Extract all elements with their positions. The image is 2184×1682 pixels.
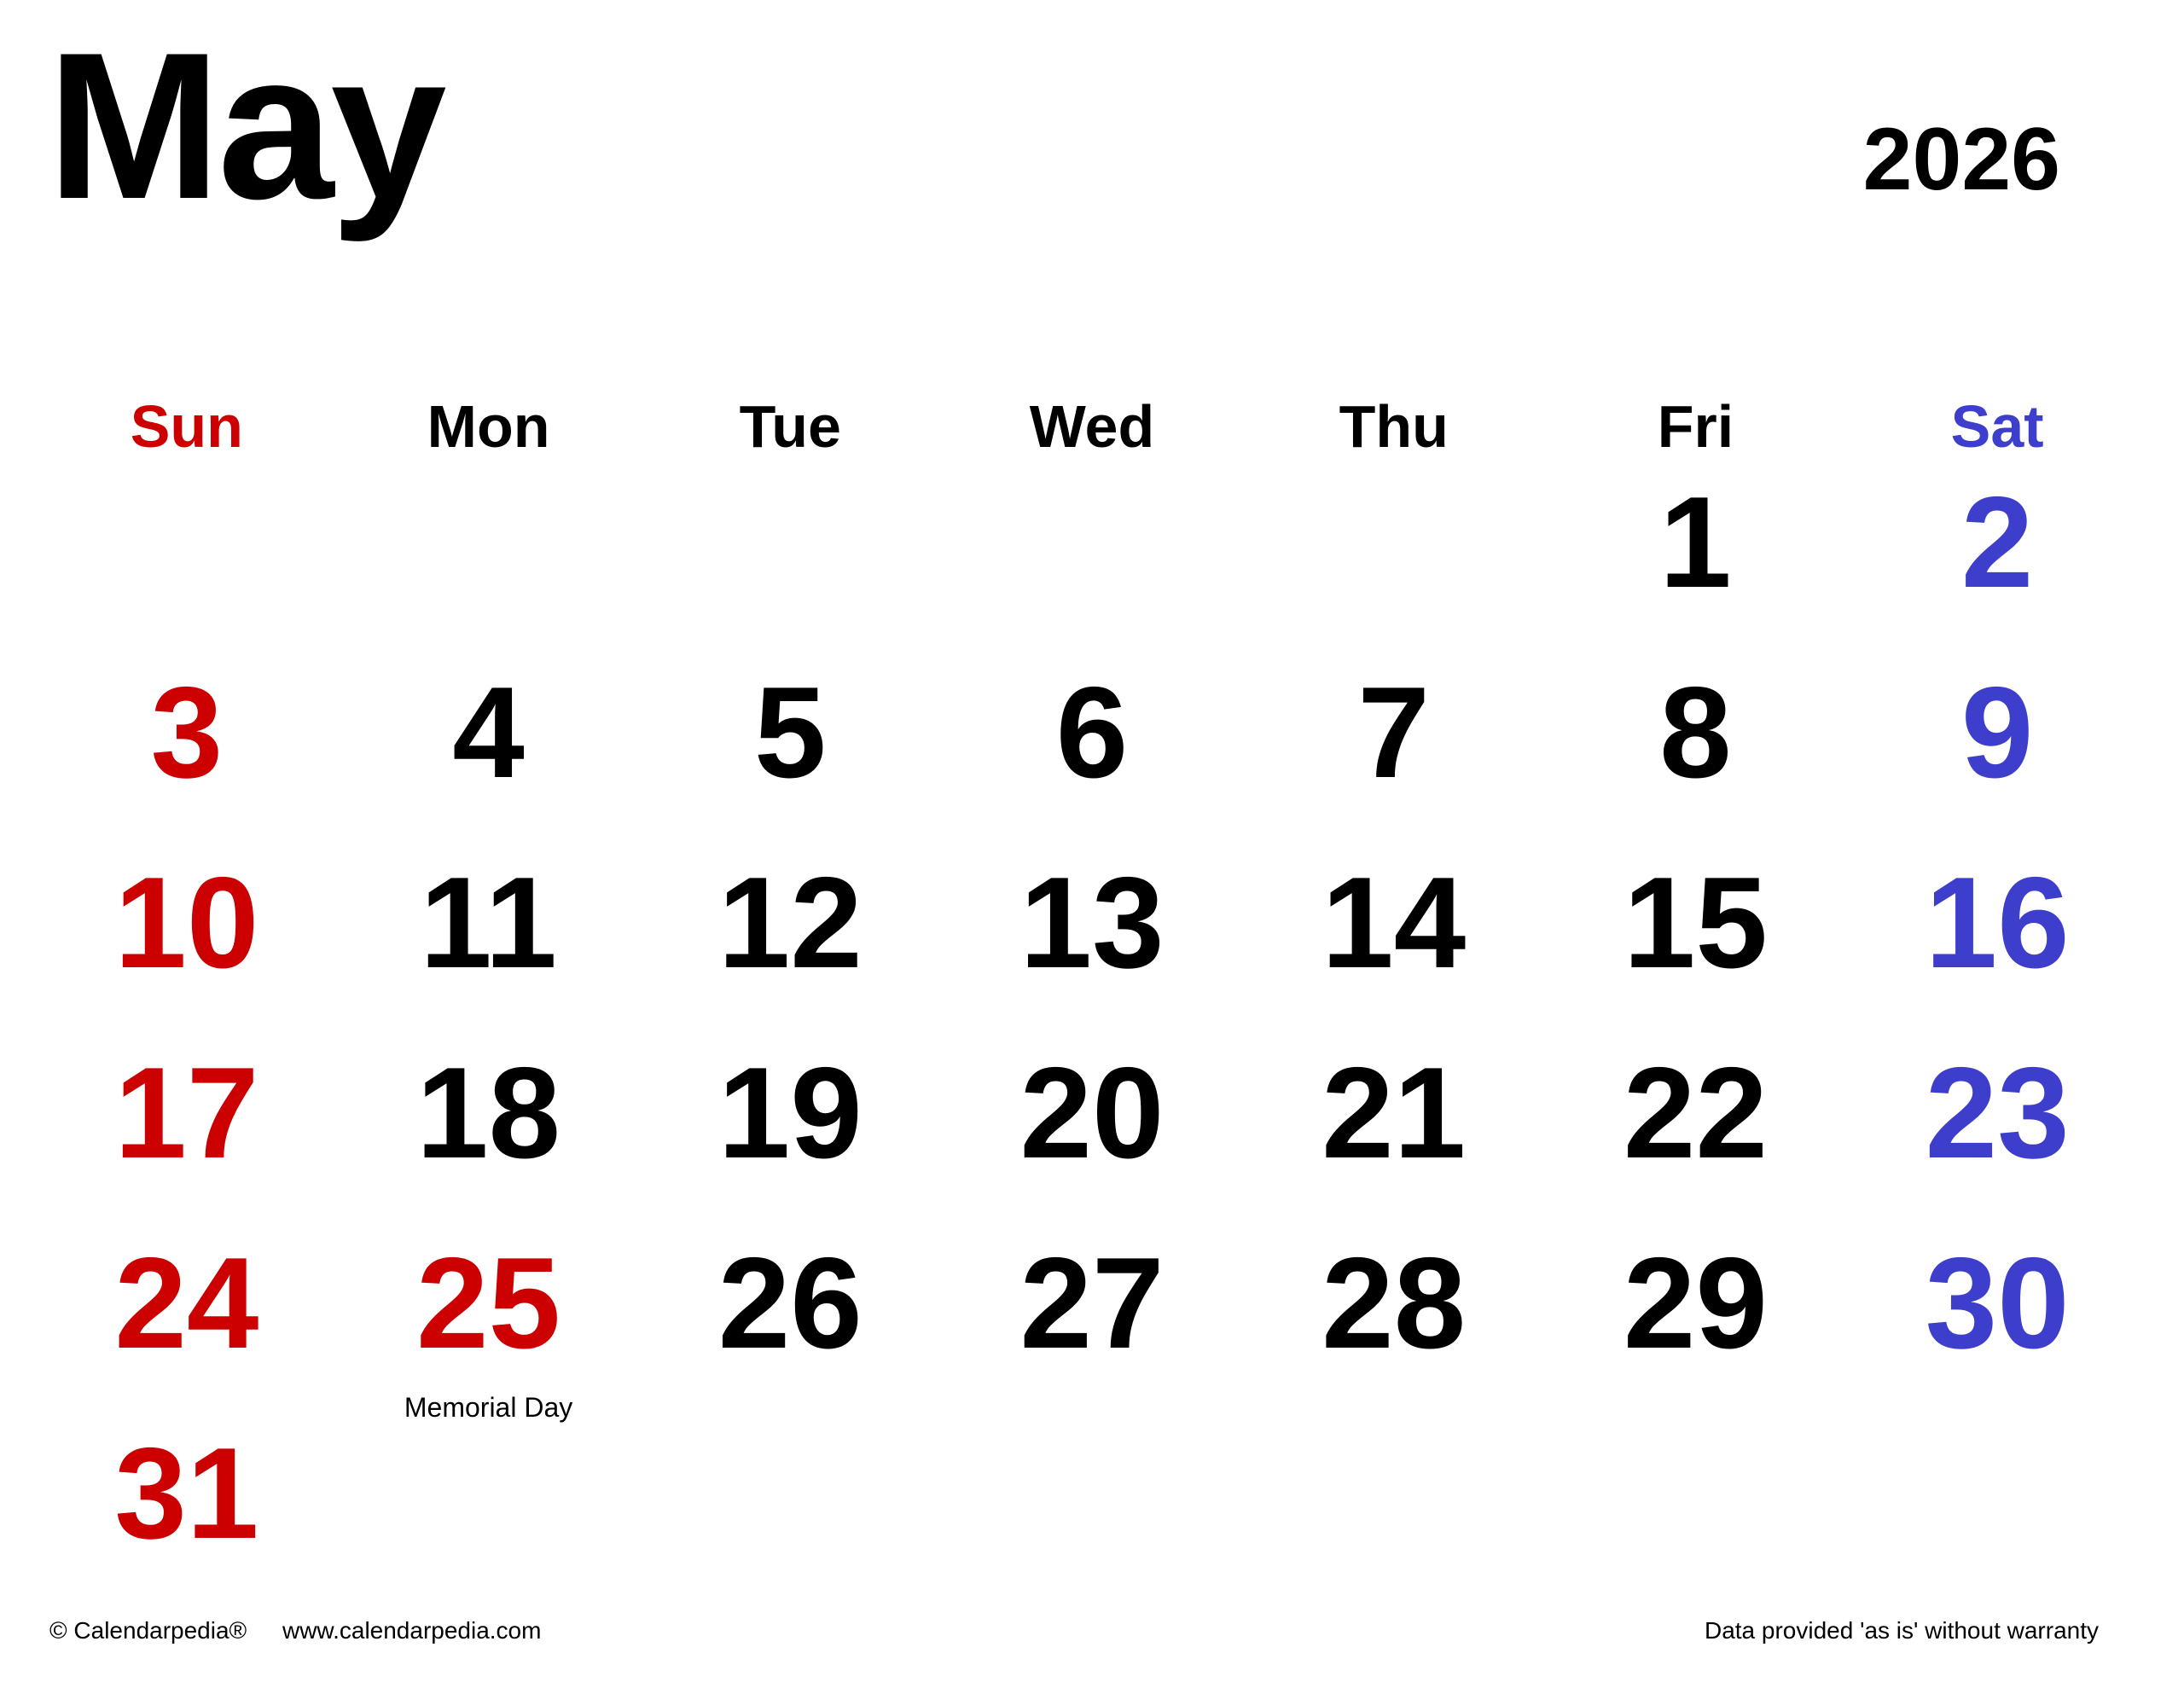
day-cell <box>1243 850 1545 1048</box>
empty-cell <box>36 478 338 668</box>
day-number: 8 <box>1659 660 1732 805</box>
day-cell <box>1545 470 1847 668</box>
empty-cell <box>1545 1429 1847 1619</box>
day-cell <box>1243 1231 1545 1429</box>
weekday-row <box>0 384 2184 478</box>
day-number: 22 <box>1623 1041 1768 1186</box>
day-number: 17 <box>114 1041 259 1186</box>
empty-cell <box>639 1429 941 1619</box>
empty-cell <box>639 478 941 668</box>
holiday-note: Memorial Day <box>404 1392 573 1423</box>
day-number: 28 <box>1321 1231 1467 1376</box>
day-cell <box>941 660 1243 858</box>
day-cell <box>639 850 941 1048</box>
empty-cell <box>1243 478 1545 668</box>
week-row <box>36 850 2148 1048</box>
day-number: 31 <box>114 1421 259 1566</box>
weekday-thu: Thu <box>1339 393 1449 460</box>
day-cell <box>36 1231 338 1429</box>
day-number: 20 <box>1019 1041 1165 1186</box>
day-number: 26 <box>717 1231 863 1376</box>
week-row <box>36 1231 2148 1429</box>
day-cell <box>1846 1231 2148 1429</box>
weekday-wed: Wed <box>1029 393 1155 460</box>
day-number: 19 <box>717 1041 863 1186</box>
day-cell <box>639 1231 941 1429</box>
day-cell <box>338 660 640 858</box>
calendar-grid <box>0 470 2184 1619</box>
day-cell <box>36 1421 338 1619</box>
empty-cell <box>1243 1429 1545 1619</box>
day-number: 21 <box>1321 1041 1467 1186</box>
week-row <box>36 1421 2148 1619</box>
day-cell <box>36 660 338 858</box>
week-row <box>36 660 2148 858</box>
day-number: 1 <box>1659 470 1732 615</box>
day-number: 4 <box>452 660 525 805</box>
weekday-sun: Sun <box>130 393 243 460</box>
footer-copyright <box>49 1617 541 1644</box>
empty-cell <box>941 1429 1243 1619</box>
day-number: 11 <box>420 850 557 995</box>
day-cell <box>941 850 1243 1048</box>
day-cell <box>639 660 941 858</box>
footer <box>0 1617 2184 1644</box>
day-cell <box>941 1231 1243 1429</box>
year-label: 2026 <box>1862 110 2060 209</box>
day-cell <box>639 1041 941 1238</box>
day-cell <box>338 850 640 1048</box>
calendar-header <box>0 0 2184 384</box>
day-cell <box>36 1041 338 1238</box>
day-number: 25 <box>416 1231 561 1376</box>
footer-brand: © Calendarpedia® <box>49 1617 247 1644</box>
day-cell <box>1545 1231 1847 1429</box>
day-number: 9 <box>1960 660 2034 805</box>
day-cell <box>1243 1041 1545 1238</box>
day-number: 29 <box>1623 1231 1768 1376</box>
day-cell <box>338 1041 640 1238</box>
week-row <box>36 1041 2148 1238</box>
day-cell <box>338 1231 640 1429</box>
week-row <box>36 470 2148 668</box>
day-number: 23 <box>1925 1041 2070 1186</box>
day-cell <box>1545 660 1847 858</box>
month-title: May <box>47 9 444 242</box>
day-number: 2 <box>1960 470 2034 615</box>
day-number: 10 <box>114 850 259 995</box>
day-cell <box>1846 850 2148 1048</box>
day-cell <box>1846 660 2148 858</box>
empty-cell <box>941 478 1243 668</box>
day-number: 6 <box>1055 660 1129 805</box>
day-number: 13 <box>1019 850 1165 995</box>
weekday-tue: Tue <box>739 393 841 460</box>
day-number: 16 <box>1925 850 2070 995</box>
day-cell <box>941 1041 1243 1238</box>
day-cell <box>36 850 338 1048</box>
day-cell <box>1545 1041 1847 1238</box>
day-number: 3 <box>150 660 224 805</box>
empty-cell <box>338 1429 640 1619</box>
empty-cell <box>338 478 640 668</box>
weekday-sat: Sat <box>1950 393 2044 460</box>
footer-url: www.calendarpedia.com <box>282 1617 542 1644</box>
day-cell <box>1545 850 1847 1048</box>
footer-disclaimer: Data provided 'as is' without warranty <box>1704 1617 2099 1644</box>
day-cell <box>1243 660 1545 858</box>
day-number: 15 <box>1623 850 1768 995</box>
day-cell <box>1846 470 2148 668</box>
day-number: 14 <box>1321 850 1467 995</box>
day-number: 7 <box>1357 660 1430 805</box>
day-number: 5 <box>754 660 827 805</box>
day-number: 18 <box>416 1041 561 1186</box>
weekday-fri: Fri <box>1657 393 1734 460</box>
day-cell <box>1846 1041 2148 1238</box>
day-number: 12 <box>717 850 863 995</box>
day-number: 30 <box>1925 1231 2070 1376</box>
day-number: 27 <box>1019 1231 1165 1376</box>
day-number: 24 <box>114 1231 259 1376</box>
weekday-mon: Mon <box>427 393 550 460</box>
empty-cell <box>1846 1429 2148 1619</box>
